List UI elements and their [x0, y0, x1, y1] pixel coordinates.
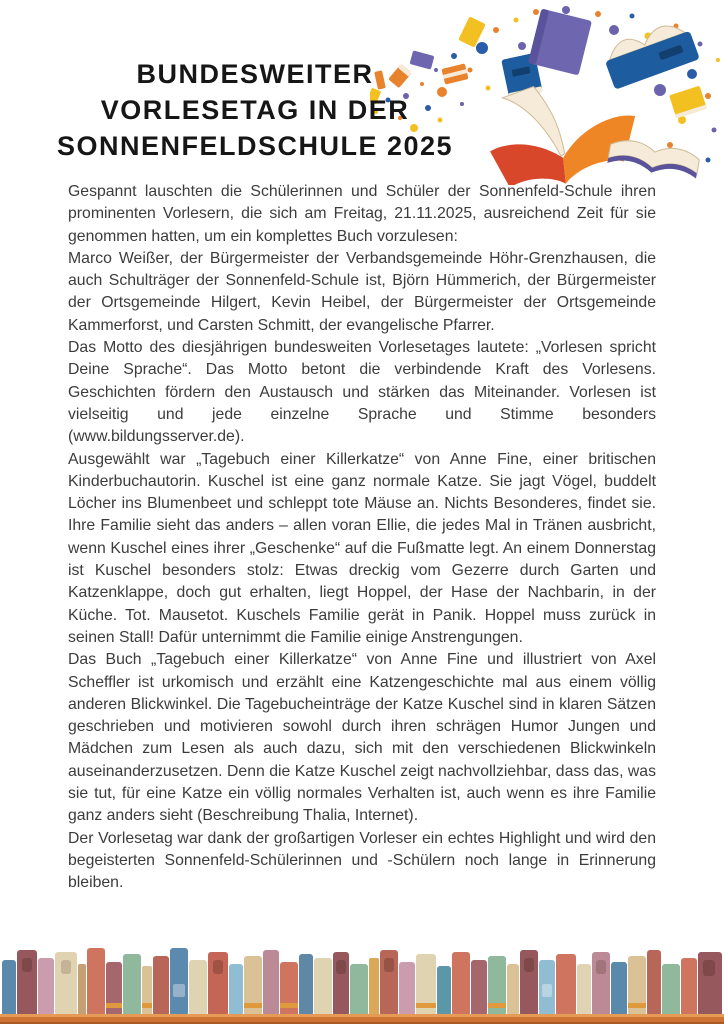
- title-line-1: BUNDESWEITER: [136, 59, 374, 89]
- open-book-icon: [484, 76, 642, 185]
- article-paragraph: Das Motto des diesjährigen bundesweiten Vorlesetages lautete: „Vorlesen spricht Deine Sprache“. Das Motto betont die verbindende Kraft des Vorlesens. Geschichten fördern den Austausch und stärken das Miteinander. Vorlesen ist vielseitig und jede einzelne Sprache und Stimme besonders (www.bildungsserver.de).: [68, 339, 656, 446]
- article-paragraph: Gespannt lauschten die Schülerinnen und Schüler der Sonnenfeld-Schule ihren prominenten Vorlesern, die sich am Freitag, 21.11.2025, ausreichend Zeit für sie genommen hatten, um ein komplettes Buch vorzulesen:: [68, 183, 656, 245]
- bookshelf: [0, 1014, 724, 1024]
- article-paragraph: Ausgewählt war „Tagebuch einer Killerkatze“ von Anne Fine, einer britischen Kinderbuchautorin. Kuschel ist eine ganz normale Katze. Sie jagt Vögel, buddelt Löcher ins Blumenbeet und schleppt tote Mäuse an. Nichts Besonderes, findet sie. Ihre Familie sieht das anders – allen voran Ellie, die jedes Mal in Tränen ausbricht, wenn Kuschel eines ihrer „Geschenke“ auf die Fußmatte legt. An einem Donnerstag ist Kuschel besonders stolz: Etwas dreckig vom Gezerre durch Garten und Katzenklappe, doch gut erhalten, liegt Hoppel, der Hase der Nachbarin, in der Küche. Tot. Mausetot. Kuschels Familie gerät in Panik. Hoppel muss zurück in seinen Stall! Dafür unternimmt die Familie einige Anstrengungen.: [68, 450, 656, 646]
- purple-book-icon: [528, 9, 592, 76]
- article-paragraph: Das Buch „Tagebuch einer Killerkatze“ von Anne Fine und illustriert von Axel Scheffler ist urkomisch und erzählt eine Katzengeschichte mal aus einem völlig anderen Blickwinkel. Die Tagebucheinträge der Katze Kuschel sind in klaren Sätzen geschrieben und motivieren sowohl durch ihren schrägen Humor Jungen und Mädchen zum Lesen als auch dazu, sich mit den verschiedenen Blickwinkeln auseinanderzusetzen. Denn die Katze Kuschel zeigt nachvollziehbar, dass das, was sie tut, für eine Katze ein völlig normales Verhalten ist, auch wenn es ihre Familie ganz anders sieht (Beschreibung Thalia, Internet).: [68, 651, 656, 825]
- footer: [0, 942, 724, 1024]
- title-line-2: VORLESETAG IN DER: [100, 95, 410, 125]
- article-body: [68, 181, 656, 895]
- open-book-icon: [607, 137, 700, 180]
- small-book-icon: [669, 86, 707, 119]
- page-title: [45, 56, 465, 164]
- title-line-3: SONNENFELDSCHULE 2025: [56, 131, 454, 161]
- article-paragraph: Marco Weißer, der Bürgermeister der Verbandsgemeinde Höhr-Grenzhausen, die auch Schulträger der Sonnenfeld-Schule ist, Björn Hümmerich, der Bürgermeister der Ortsgemeinde Hilgert, Kevin Heibel, der Bürgermeister der Ortsgemeinde Kammerforst, und Carsten Schmitt, der evangelische Pfarrer.: [68, 249, 656, 334]
- bookshelf-border-illustration: [0, 942, 724, 1024]
- article-paragraph: Der Vorlesetag war dank der großartigen Vorleser ein echtes Highlight und wird den begeisterten Sonnenfeld-Schülerinnen und -Schülern noch lange in Erinnerung bleiben.: [68, 829, 656, 892]
